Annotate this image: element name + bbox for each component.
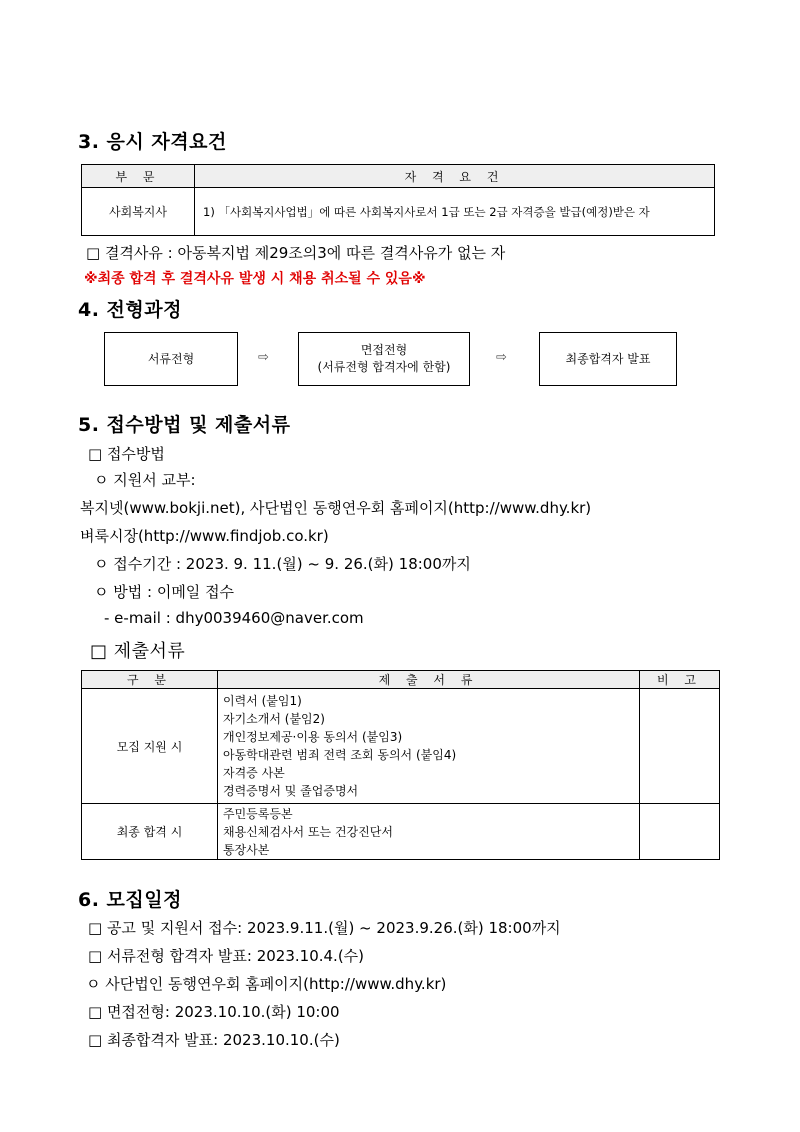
- method-line: ㅇ 지원서 교부:: [94, 471, 196, 489]
- documents-cell: [218, 689, 640, 804]
- disqualification-note: □ 결격사유 : 아동복지법 제29조의3에 따른 결격사유가 없는 자: [86, 244, 506, 262]
- step-3-label: 최종합격자 발표: [565, 351, 651, 366]
- document-item: 주민등록등본: [223, 806, 293, 821]
- remarks-cell: [640, 689, 720, 804]
- category-cell: 최종 합격 시: [82, 804, 218, 860]
- header-remarks: 비 고: [640, 671, 720, 689]
- documents-table: [81, 670, 720, 860]
- document-item: 경력증명서 및 졸업증명서: [223, 784, 359, 798]
- email-line: - e-mail : dhy0039460@naver.com: [104, 609, 364, 627]
- arrow-right-icon: ⇨: [496, 350, 507, 365]
- header-documents: 제 출 서 류: [218, 671, 640, 689]
- step-document-screening: [104, 332, 238, 386]
- schedule-line: □ 면접전형: 2023.10.10.(화) 10:00: [88, 1003, 340, 1021]
- section-3-title: 3. 응시 자격요건: [78, 131, 227, 153]
- document-item: 이력서 (붙임1): [223, 694, 302, 708]
- document-item: 자격증 사본: [223, 766, 285, 780]
- section-5-title: 5. 접수방법 및 제출서류: [78, 414, 291, 436]
- header-dept: 부 문: [82, 165, 195, 188]
- qualification-table: [81, 164, 715, 236]
- schedule-line: □ 공고 및 지원서 접수: 2023.9.11.(월) ~ 2023.9.26.(화) 18:00까지: [88, 919, 561, 937]
- schedule-line: □ 최종합격자 발표: 2023.10.10.(수): [88, 1031, 340, 1049]
- docs-title: □ 제출서류: [90, 641, 186, 662]
- document-item: 자기소개서 (붙임2): [223, 712, 325, 726]
- header-requirement: 자 격 요 건: [195, 165, 715, 188]
- header-category: 구 분: [82, 671, 218, 689]
- document-item: 채용신체검사서 또는 건강진단서: [223, 824, 393, 839]
- section-4-title: 4. 전형과정: [78, 299, 182, 321]
- method-line: ㅇ 접수기간 : 2023. 9. 11.(월) ~ 9. 26.(화) 18:00까지: [94, 555, 471, 573]
- documents-cell: [218, 804, 640, 860]
- document-item: 개인정보제공·이용 동의서 (붙임3): [223, 730, 403, 744]
- remarks-cell: [640, 804, 720, 860]
- document-item: 아동학대관련 범죄 전력 조회 동의서 (붙임4): [223, 748, 457, 762]
- document-item: 통장사본: [223, 842, 270, 857]
- schedule-line: □ 서류전형 합격자 발표: 2023.10.4.(수): [88, 947, 365, 965]
- dept-cell: 사회복지사: [82, 188, 195, 236]
- cancellation-warning: ※최종 합격 후 결격사유 발생 시 채용 취소될 수 있음※: [84, 271, 426, 287]
- requirement-cell: 1) 「사회복지사업법」에 따른 사회복지사로서 1급 또는 2급 자격증을 발급(예정)받은 자: [195, 188, 715, 236]
- arrow-right-icon: ⇨: [258, 350, 269, 365]
- method-title: □ 접수방법: [88, 445, 165, 463]
- step-2-sublabel: (서류전형 합격자에 한함): [317, 360, 451, 374]
- schedule-line: ㅇ 사단법인 동행연우회 홈페이지(http://www.dhy.kr): [86, 975, 447, 993]
- step-interview: [298, 332, 470, 386]
- step-final-announcement: [539, 332, 677, 386]
- method-line: ㅇ 방법 : 이메일 접수: [94, 583, 235, 601]
- section-6-title: 6. 모집일정: [78, 889, 182, 911]
- method-line: 복지넷(www.bokji.net), 사단법인 동행연우회 홈페이지(http://www.dhy.kr): [80, 499, 592, 517]
- step-2-label: 면접전형: [360, 343, 408, 357]
- method-line: 벼룩시장(http://www.findjob.co.kr): [80, 527, 329, 545]
- category-cell: 모집 지원 시: [82, 689, 218, 804]
- step-1-label: 서류전형: [147, 351, 195, 366]
